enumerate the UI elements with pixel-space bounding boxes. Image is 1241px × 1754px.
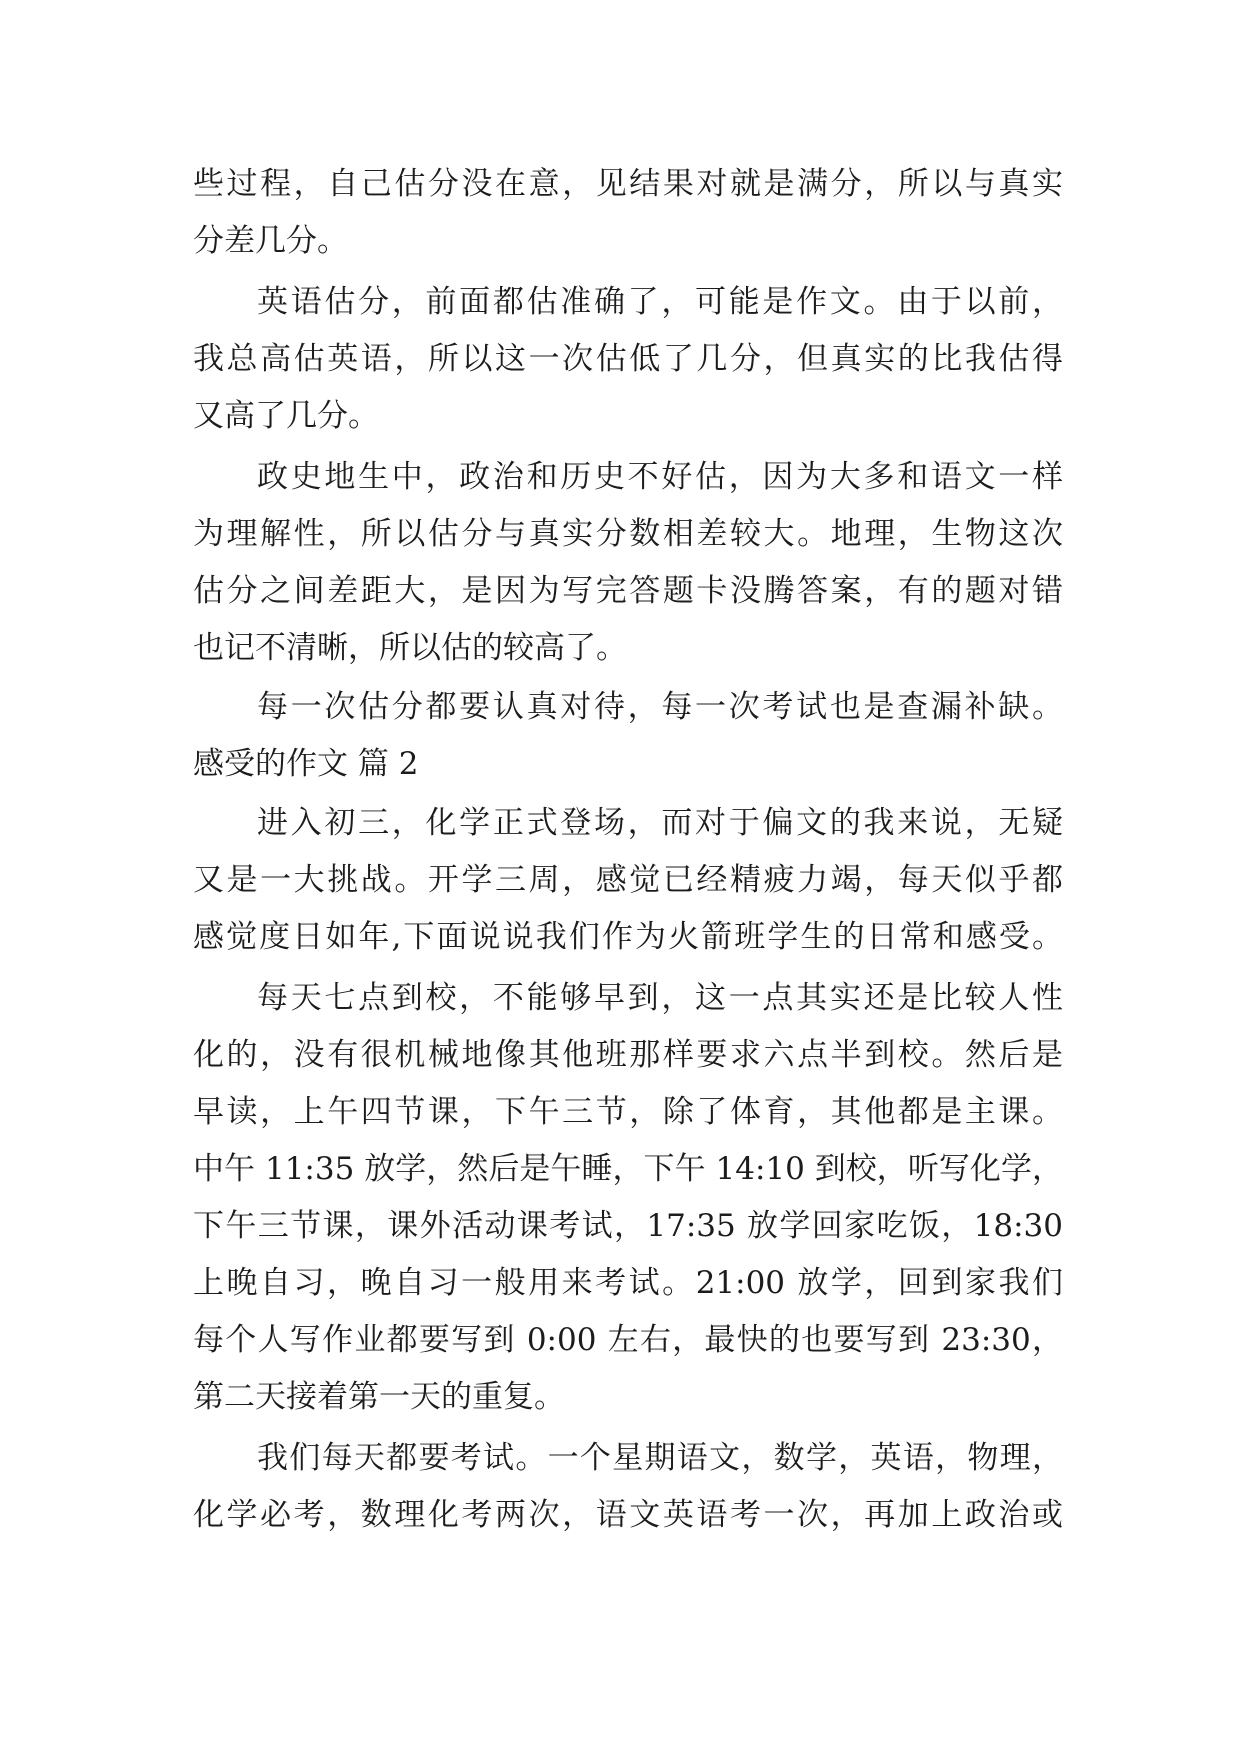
text-line: 政史地生中，政治和历史不好估，因为大多和语文一样 xyxy=(257,459,1063,495)
text-line: 下午三节课，课外活动课考试，17:35 放学回家吃饭，18:30 xyxy=(193,1208,1063,1244)
text-line: 又是一大挑战。开学三周，感觉已经精疲力竭，每天似乎都 xyxy=(193,862,1063,898)
text-line: 英语估分，前面都估准确了，可能是作文。由于以前， xyxy=(257,284,1063,320)
text-line: 第二天接着第一天的重复。 xyxy=(193,1379,565,1415)
text-line: 我们每天都要考试。一个星期语文，数学，英语，物理， xyxy=(257,1440,1063,1476)
text-line: 进入初三，化学正式登场，而对于偏文的我来说，无疑 xyxy=(257,805,1063,841)
section-heading: 感受的作文 篇 2 xyxy=(193,746,419,782)
text-line: 估分之间差距大，是因为写完答题卡没腾答案，有的题对错 xyxy=(193,573,1063,609)
text-line: 上晚自习，晚自习一般用来考试。21:00 放学，回到家我们 xyxy=(193,1265,1063,1301)
text-line: 感觉度日如年,下面说说我们作为火箭班学生的日常和感受。 xyxy=(193,919,1063,955)
text-line: 每一次估分都要认真对待，每一次考试也是查漏补缺。 xyxy=(257,689,1063,725)
text-line: 每个人写作业都要写到 0:00 左右，最快的也要写到 23:30， xyxy=(193,1322,1063,1358)
text-line: 中午 11:35 放学，然后是午睡，下午 14:10 到校，听写化学， xyxy=(193,1151,1063,1187)
text-line: 些过程，自己估分没在意，见结果对就是满分，所以与真实 xyxy=(193,166,1063,202)
text-line: 又高了几分。 xyxy=(193,398,379,434)
text-line: 也记不清晰，所以估的较高了。 xyxy=(193,630,627,666)
text-line: 化学必考，数理化考两次，语文英语考一次，再加上政治或 xyxy=(193,1497,1063,1533)
text-line: 为理解性，所以估分与真实分数相差较大。地理，生物这次 xyxy=(193,516,1063,552)
text-line: 每天七点到校，不能够早到，这一点其实还是比较人性 xyxy=(257,980,1063,1016)
text-line: 我总高估英语，所以这一次估低了几分，但真实的比我估得 xyxy=(193,341,1063,377)
text-line: 早读，上午四节课，下午三节，除了体育，其他都是主课。 xyxy=(193,1094,1063,1130)
text-line: 化的，没有很机械地像其他班那样要求六点半到校。然后是 xyxy=(193,1037,1063,1073)
text-line: 分差几分。 xyxy=(193,223,348,259)
